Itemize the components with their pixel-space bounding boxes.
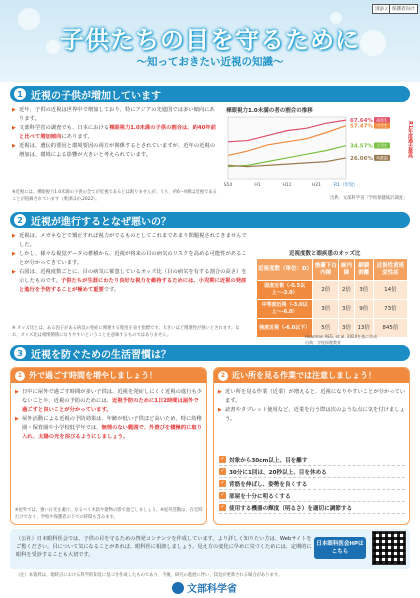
table-cell: 中等度近視（-3.0以上〜-6.0） <box>257 300 313 319</box>
check-item: ✓ 背筋を伸ばし、姿勢を良くする <box>219 478 405 490</box>
table-cell: 3倍 <box>354 281 373 300</box>
series-end-label: 57.47% <box>350 123 373 130</box>
x-tick-label: H11 <box>282 183 292 188</box>
outdoor-note: ※屋外では、強い日光を避け、なるべく木陰や建物の影で過ごしましょう。※屋外活動は、在宅時だけでなく、学校や保護者の下での時間も含みます。 <box>15 508 203 520</box>
table-row <box>257 281 408 300</box>
record-high-label: R1年度過去最高 <box>407 121 413 159</box>
section-title: 近視の子供が増加しています <box>31 90 161 102</box>
list-item: ▶ 日中に屋外で過ごす時間が多い子供は、近視を発症しにくく近視の進行も少ないことや、近視の予防のためには、近視予防のために1日2時間は屋外で過ごすと良いことが分かっています。 <box>15 388 203 415</box>
table-header: 後嚢下白内障 <box>313 259 339 281</box>
series-name: 中学生 <box>376 123 388 129</box>
page-header <box>0 0 420 82</box>
x-tick-label: S54 <box>223 183 233 188</box>
section-2-note: ※ オッズ比とは、ある因子がある病気の発症に関連する程度を表す指標です。大きいほど関連性が強いとされます。なお、オッズ比は相関関係になりやすいということを意味するものではありません。 <box>12 326 240 338</box>
series-end-label: 34.57% <box>350 143 373 150</box>
myopia-trend-chart <box>222 113 418 197</box>
list-item: ▶ 近い所を見る作業（近業）が増えると、近視になりやすいことが分かっています。 <box>218 388 406 406</box>
section-1-note: ※近視には、裸眼視力1.0未満の子供の全てが近視であるとは限りませんが、うち、約6〜9割は近視であることが指摘されています（奥津ほか,2022）。 <box>12 190 217 202</box>
audience-tag: 保護者向け <box>389 4 418 14</box>
series-end-label: 67.64% <box>350 118 373 125</box>
table-cell: 3倍 <box>313 300 339 319</box>
table-row <box>257 300 408 319</box>
x-tick-label: H21 <box>311 183 322 188</box>
section-2-heading <box>10 212 410 228</box>
table-cell: 5倍 <box>313 319 339 338</box>
box-heading <box>214 368 409 383</box>
table-header: 網膜剥離 <box>354 259 373 281</box>
box-title: 外で過ごす時間を増やしましょう！ <box>29 371 157 380</box>
qr-code-icon[interactable] <box>372 531 406 565</box>
table-cell: 9倍 <box>354 300 373 319</box>
checkbox-icon: ✓ <box>220 456 225 462</box>
section-1-bullets <box>12 106 217 160</box>
x-tick-label: R1（年度） <box>334 183 358 188</box>
outdoor-bullets <box>15 388 203 442</box>
chart-title: 裸眼視力1.0未満の者の割合の推移 <box>226 108 313 114</box>
mext-emblem-icon <box>172 582 184 594</box>
list-item: ▶ 文部科学省の調査でも、日本における裸眼視力1.0未満の子供の割合は、約40年前と比べて増加傾向にあります。 <box>12 124 217 142</box>
box-number: 1 <box>15 371 25 381</box>
box-title: 近い所を見る作業では注意しましょう！ <box>232 371 376 380</box>
table-cell: 73倍 <box>373 300 407 319</box>
section-title: 近視が進行するとなぜ悪いの？ <box>31 216 171 228</box>
checklist <box>219 454 405 514</box>
table-header: 緑内障 <box>339 259 355 281</box>
checkbox-icon: ✓ <box>220 504 225 510</box>
chart-source: 出典：文部科学省「学校保健統計調査」 <box>330 196 408 201</box>
mext-logo: 文部科学省 <box>172 580 237 595</box>
table-header: 近視性黄斑変性症 <box>373 259 407 281</box>
list-item: ▶ 屋外活動による近視の予防効果は、年齢が低い子供ほど高いため、特に幼稚園・保育園や小学校低学年では、無理のない範囲で、外遊びを積極的に取り入れ、太陽の光を浴びるようにしましょう。 <box>15 415 203 442</box>
plot-area <box>228 117 346 179</box>
list-item: ▶ 右図は、近視度数ごとに、目の病気に罹患しているオッズ比（目の病気を有する割合の高さ）を示したものです。子供たちが生涯にわたり良好な視力を維持するためには、小児期に近視の発症と進行を予防することが極めて重要です。 <box>12 268 248 295</box>
section-1-heading <box>10 86 410 102</box>
table-cell: 845倍 <box>373 319 407 338</box>
table-cell: 弱度近視（-0.5以上〜-3.0） <box>257 281 313 300</box>
odds-table-title: 近視度数と眼疾患のオッズ比 <box>289 251 361 257</box>
near-work-bullets <box>218 388 406 424</box>
box-heading <box>11 368 206 383</box>
outdoor-time-box <box>10 367 207 525</box>
table-cell: 3倍 <box>339 300 355 319</box>
check-item: ✓ 対象から30cm以上、目を離す <box>219 454 405 466</box>
table-cell: 2倍 <box>313 281 339 300</box>
table-cell: 13倍 <box>354 319 373 338</box>
series-end-label: 26.06% <box>350 155 373 162</box>
jma-website-button[interactable]: 日本眼科医会HPはこちら <box>314 537 366 559</box>
section-number: 1 <box>14 88 26 100</box>
page-subtitle: 〜知っておきたい近視の知識〜 <box>136 56 284 68</box>
table-header-row <box>257 259 408 281</box>
table-cell: 2倍 <box>339 281 355 300</box>
check-item: ✓ 部屋を十分に明るくする <box>219 490 405 502</box>
checkbox-icon: ✓ <box>220 468 225 474</box>
series-name: 小学生 <box>376 142 388 148</box>
check-item: ✓ 使用する機器の輝度（明るさ）を適切に調節する <box>219 502 405 514</box>
checkbox-icon: ✓ <box>220 492 225 498</box>
page-title: 子供たちの目を守るために <box>60 26 360 54</box>
list-item: ▶ しかし、様々な視覚データの蓄積から、近視が将来の目の病気のリスクを高める可能性があることが分かってきています。 <box>12 250 248 268</box>
section-number: 3 <box>14 347 26 359</box>
table-cell: 3倍 <box>339 319 355 338</box>
series-name: 高校生 <box>376 117 388 123</box>
jma-info-text: （公社）日本眼科医会では、子供の目を守るための啓発コンテンツを作成しています。より詳しく知りたい方は、Webサイトをご覧ください。目について気になることがあれば、眼科医に相談しましょう。見え方の変化に早めに気づくためには、定期的に眼科を受診することも大切です。 <box>16 536 312 558</box>
list-item: ▶ 読書やタブレット使用など、近業を行う際は次のような点に気を付けましょう。 <box>218 406 406 424</box>
check-item: ✓ 30分に1回は、20秒以上、目を休める <box>219 466 405 478</box>
checkbox-icon: ✓ <box>220 480 225 486</box>
section-3-heading <box>10 345 410 361</box>
jma-info-box <box>10 529 410 569</box>
series-name: 幼稚園 <box>376 155 388 161</box>
list-item: ▶ 近視は、メガネなどで矯正すれば視力がでるものとしてこれまであまり問題視されてきませんでした。 <box>12 232 248 250</box>
table-header: 近視度数（単位：D） <box>257 259 313 281</box>
odds-table-source: Haarman AEG, et al. 2020を基に作成 出典：学校保健教育 <box>305 334 378 345</box>
box-number: 2 <box>218 371 228 381</box>
attachment-tag: 別添２ <box>372 4 392 14</box>
list-item: ▶ 近視は、遺伝的要因と環境要因の両方が関係するとされていますが、近年の近視の増加は、環境による影響が大きいと考えられています。 <box>12 142 217 160</box>
section-number: 2 <box>14 214 26 226</box>
table-cell: 強度近視（-6.0以下） <box>257 319 313 338</box>
disclaimer-footnote: （注）本資料は、現時点における科学的知見に基づき作成したものであり、今後、研究の進展に伴い、知見が更新される場合があります。 <box>16 573 283 578</box>
list-item: ▶ 近年、子供の近視は世界中で増加しており、特にアジアの先進国では多い傾向にあります。 <box>12 106 217 124</box>
table-cell: 14倍 <box>373 281 407 300</box>
near-work-box <box>213 367 410 525</box>
odds-ratio-table <box>256 258 408 338</box>
x-tick-label: H1 <box>254 183 261 188</box>
section-2-bullets <box>12 232 248 295</box>
section-title: 近視を防ぐための生活習慣は？ <box>31 349 171 361</box>
